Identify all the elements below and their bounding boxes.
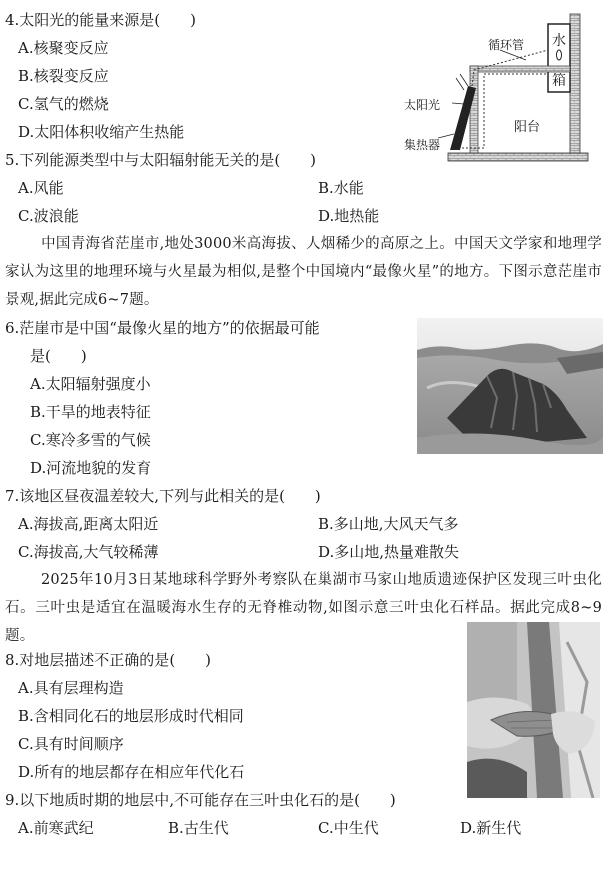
q5-option-d: D.地热能 — [318, 207, 380, 225]
q6-option-c: C.寒冷多雪的气候 — [30, 431, 151, 449]
q9-option-c: C.中生代 — [318, 819, 379, 837]
q9-option-d: D.新生代 — [460, 819, 522, 837]
q6-option-d: D.河流地貌的发育 — [30, 459, 152, 477]
q5-stem: 5.下列能源类型中与太阳辐射能无关的是( ) — [5, 151, 317, 169]
support-column — [470, 66, 478, 156]
q4-option-d: D.太阳体积收缩产生热能 — [18, 123, 185, 141]
collector-label: 集热器 — [404, 138, 441, 152]
water-tank-label-bottom: 箱 — [552, 73, 566, 89]
q7-stem: 7.该地区昼夜温差较大,下列与此相关的是( ) — [5, 487, 321, 505]
q7-option-d: D.多山地,热量难散失 — [318, 543, 460, 561]
building-wall — [570, 14, 580, 156]
q8-option-a: A.具有层理构造 — [18, 679, 124, 697]
passage-mangya — [5, 230, 602, 314]
q8-option-b: B.含相同化石的地层形成时代相同 — [18, 707, 244, 725]
pipe-label: 循环管 — [488, 38, 525, 52]
q7-option-a: A.海拔高,距离太阳近 — [18, 515, 159, 533]
q9-stem: 9.以下地质时期的地层中,不可能存在三叶虫化石的是( ) — [5, 791, 396, 809]
q4-option-a: A.核聚变反应 — [18, 39, 109, 57]
q5-option-a: A.风能 — [18, 179, 64, 197]
q9-option-b: B.古生代 — [168, 819, 229, 837]
q7-option-c: C.海拔高,大气较稀薄 — [18, 543, 159, 561]
q8-stem: 8.对地层描述不正确的是( ) — [5, 651, 212, 669]
balcony-label: 阳台 — [514, 120, 541, 135]
solar-water-heater-figure — [398, 8, 608, 168]
mangya-landscape-photo — [417, 318, 603, 454]
q9-option-a: A.前寒武纪 — [18, 819, 94, 837]
water-tank-label-top: 水 — [552, 33, 566, 49]
q6-stem-line2: 是( ) — [30, 347, 87, 365]
q8-option-d: D.所有的地层都存在相应年代化石 — [18, 763, 245, 781]
passage-mangya-text: 中国青海省茫崖市,地处3000米高海拔、人烟稀少的高原之上。中国天文学家和地理学家认为这里的地理环境与火星最为相似,是整个中国境内“最像火星”的地方。下图示意茫崖市景观,据此完成6~7题。 — [5, 236, 602, 308]
q6-stem-line1: 6.茫崖市是中国“最像火星的地方”的依据最可能 — [5, 319, 320, 337]
q8-option-c: C.具有时间顺序 — [18, 735, 124, 753]
q5-option-b: B.水能 — [318, 179, 364, 197]
q4-stem: 4.太阳光的能量来源是( ) — [5, 11, 197, 29]
q7-option-b: B.多山地,大风天气多 — [318, 515, 459, 533]
q4-option-c: C.氢气的燃烧 — [18, 95, 109, 113]
q5-option-c: C.波浪能 — [18, 207, 79, 225]
passage-trilobite-text: 2025年10月3日某地球科学野外考察队在巢湖市马家山地质遗迹保护区发现三叶虫化石。三叶虫是适宜在温暖海水生存的无脊椎动物,如图示意三叶虫化石样品。据此完成8~9题。 — [5, 572, 602, 644]
q6-option-b: B.干旱的地表特征 — [30, 403, 151, 421]
sunlight-label: 太阳光 — [404, 98, 441, 112]
q4-option-b: B.核裂变反应 — [18, 67, 109, 85]
ground-slab — [448, 153, 588, 161]
q6-option-a: A.太阳辐射强度小 — [30, 375, 151, 393]
trilobite-fossil-photo — [467, 622, 600, 798]
